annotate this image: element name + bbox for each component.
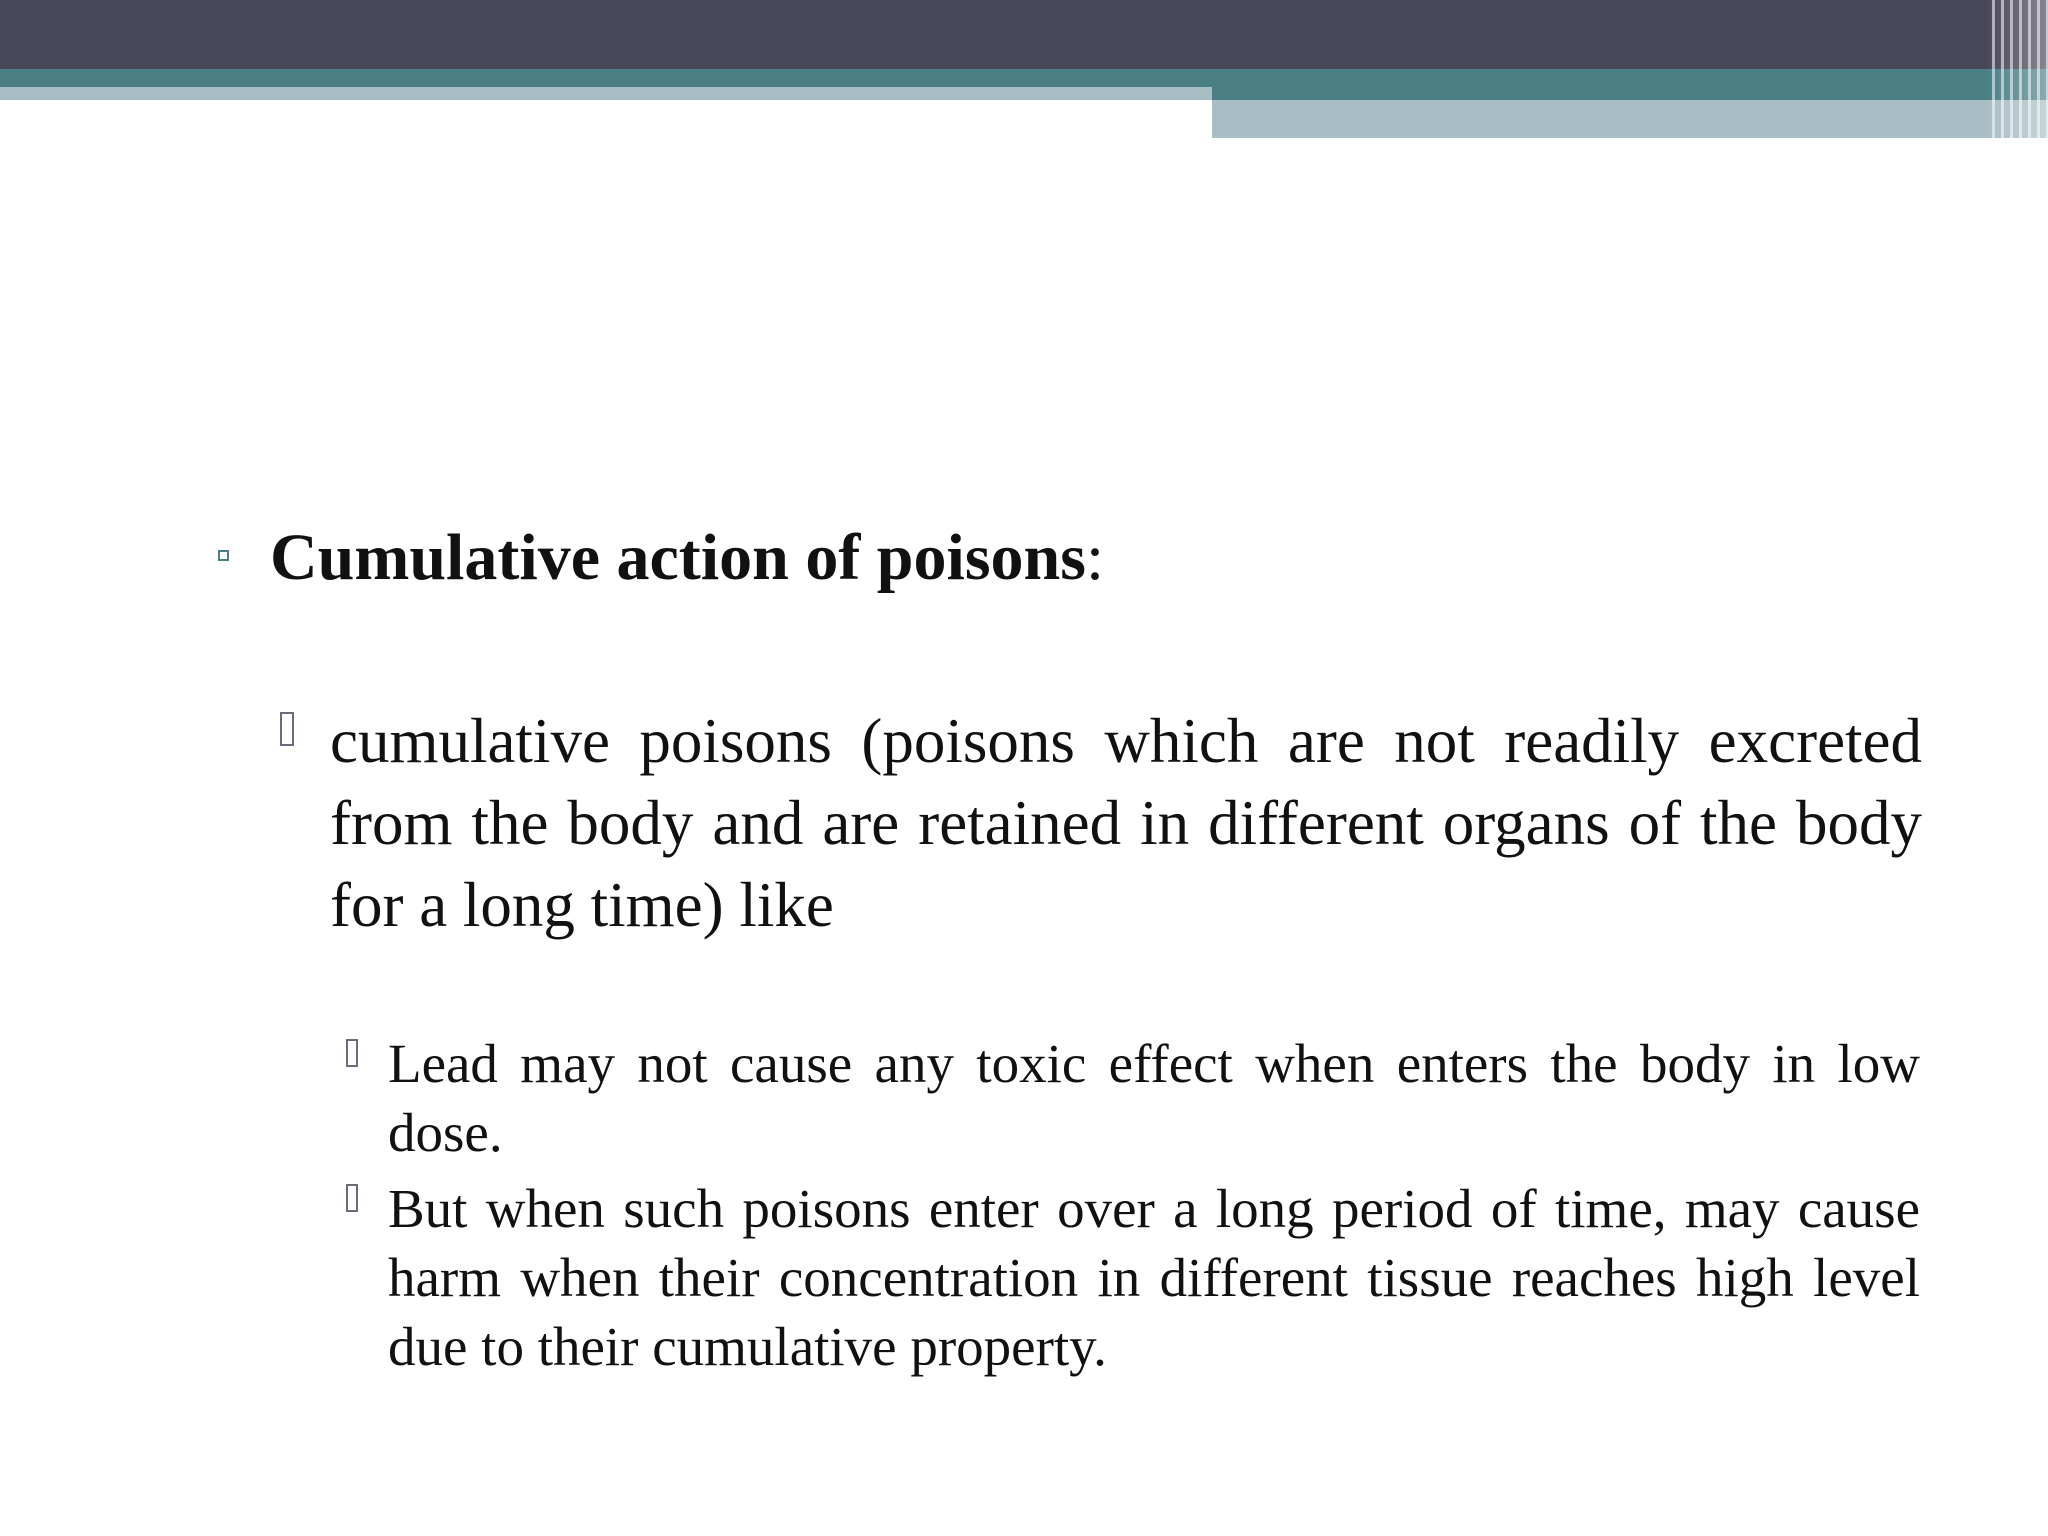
subpoint-text: But when such poisons enter over a long period of time, may cause harm when their concentration in different tissue reaches high level due to their cumulative property. — [388, 1178, 1920, 1377]
missing-glyph-icon — [346, 1039, 358, 1067]
bullet-level3-subpoint — [346, 1029, 1920, 1167]
bullet-level2-point — [280, 700, 1922, 946]
header-dark-bar — [0, 0, 2048, 69]
heading-bold: Cumulative action of poisons — [270, 521, 1086, 594]
point-text: cumulative poisons (poisons which are not readily excreted from the body and are retained in different organs of the body for a long time) like — [330, 706, 1922, 940]
subpoint-text: Lead may not cause any toxic effect when enters the body in low dose. — [388, 1033, 1920, 1163]
heading-text — [270, 518, 1104, 598]
missing-glyph-icon — [280, 712, 294, 746]
bullet-level3-subpoint — [346, 1174, 1920, 1381]
header-edge-fade — [1986, 0, 2048, 138]
header-light-bar-right — [1212, 100, 2048, 138]
heading-suffix: : — [1085, 521, 1105, 594]
header-light-bar-left — [0, 87, 1212, 100]
square-bullet-icon — [218, 550, 229, 561]
missing-glyph-icon — [346, 1184, 358, 1212]
